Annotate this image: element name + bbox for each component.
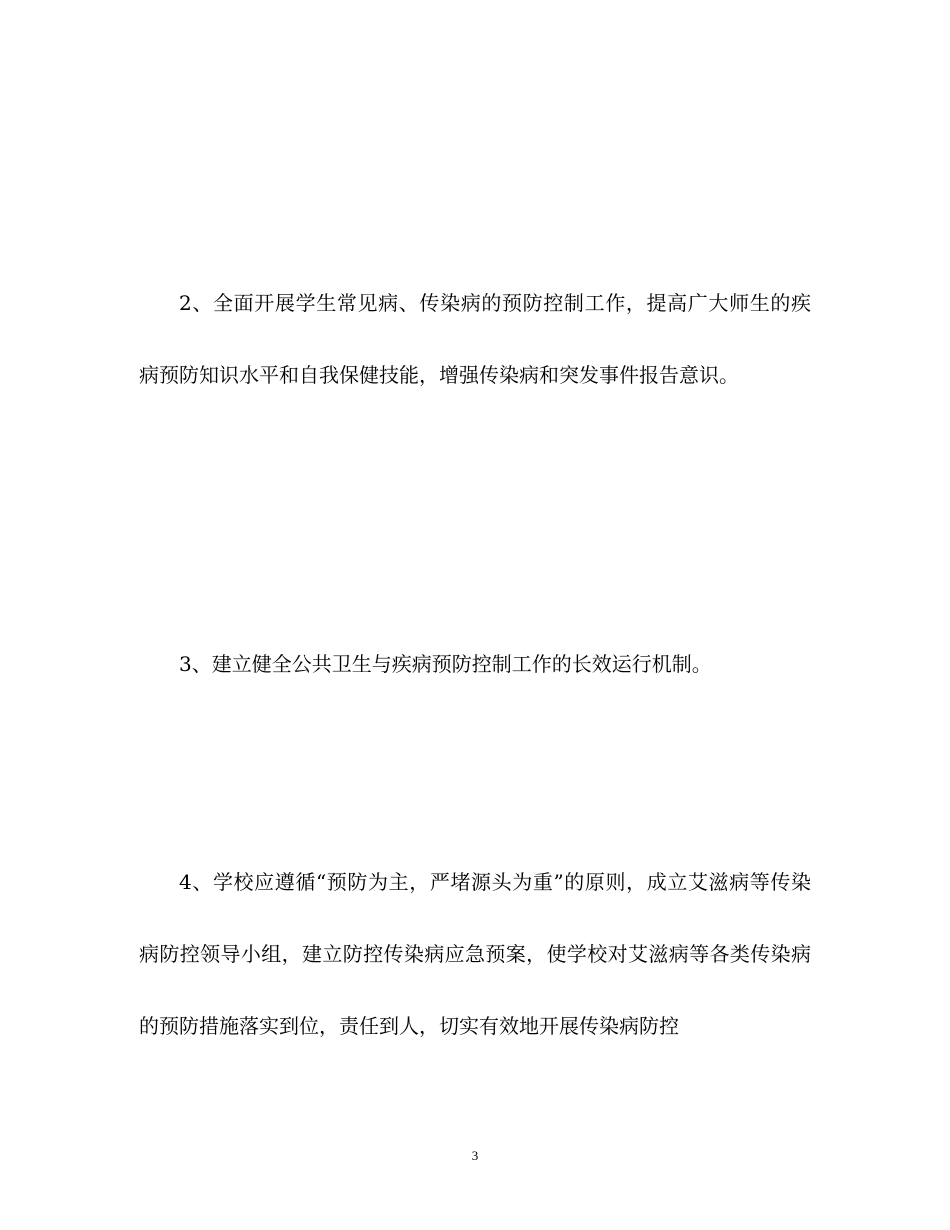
- paragraph-item-3: 3、建立健全公共卫生与疾病预防控制工作的长效运行机制。: [179, 652, 712, 676]
- paragraph-item-2: 2、全面开展学生常见病、传染病的预防控制工作，提高广大师生的疾病预防知识水平和自我保健技能，增强传染病和突发事件报告意识。: [139, 291, 811, 387]
- paragraph-item-4: 4、学校应遵循“预防为主，严堵源头为重”的原则，成立艾滋病等传染病防控领导小组，建立防控传染病应急预案，使学校对艾滋病等各类传染病的预防措施落实到位，责任到人，切实有效地开展传染病防控: [139, 870, 811, 1038]
- page-number: 3: [471, 1148, 479, 1163]
